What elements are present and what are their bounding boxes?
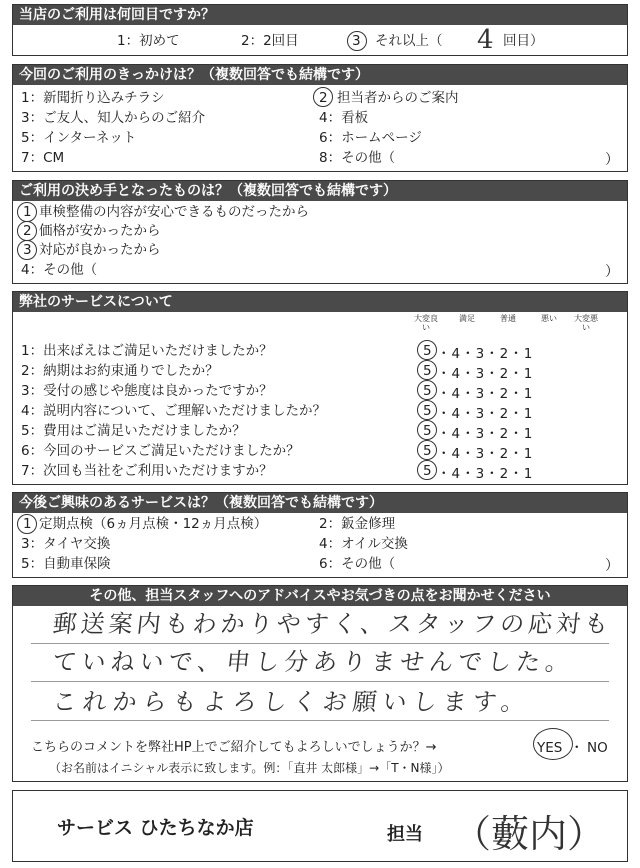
close-paren: ） <box>605 264 619 280</box>
store-name: サービス ひたちなか店 <box>57 817 254 839</box>
close-paren: ） <box>605 558 619 574</box>
rating-question: 7：次回も当社をご利用いただけますか？ <box>21 463 273 479</box>
rating-question: 3：受付の感じや態度は良かったですか？ <box>21 383 273 399</box>
decision-item: 4：その他（ <box>21 262 98 278</box>
trigger-item: 担当者からのご案内 <box>337 90 459 106</box>
interest-item: 6：その他（ <box>319 556 396 572</box>
section-service-rating <box>12 291 628 485</box>
handwritten-count: 4 <box>477 25 494 55</box>
interest-item: 5：自動車保険 <box>21 556 111 572</box>
decision-item: 価格が安かったから <box>39 223 161 239</box>
rating-scale: ・4・3・2・1 <box>437 466 534 482</box>
rating-value: 5 <box>423 463 432 479</box>
decision-item: 車検整備の内容が安心できるものだったから <box>39 204 309 220</box>
rating-question: 6：今回のサービスご満足いただけましたか？ <box>21 443 300 459</box>
option-third-num: 3 <box>352 33 361 49</box>
rating-value: 5 <box>423 383 432 399</box>
section-future-interest <box>12 492 628 578</box>
section-decision <box>12 180 628 284</box>
scale-label: 大変良い <box>414 314 438 332</box>
scale-label: 普通 <box>500 314 516 323</box>
decision-num: 2 <box>23 223 32 239</box>
interest-item: 定期点検（6ヵ月点検・12ヵ月点検） <box>39 516 268 532</box>
rating-scale: ・4・3・2・1 <box>437 366 534 382</box>
rating-question: 5：費用はご満足いただけましたか？ <box>21 423 246 439</box>
decision-item: 対応が良かったから <box>39 242 161 258</box>
rating-value: 5 <box>423 363 432 379</box>
handwritten-comment: これからもよろしくお願いします。 <box>51 688 533 716</box>
section-visit-count <box>12 4 628 56</box>
trigger-item: 3：ご友人、知人からのご紹介 <box>21 110 206 126</box>
close-paren: ） <box>605 152 619 168</box>
decision-num: 1 <box>23 204 32 220</box>
scale-label: 悪い <box>541 314 557 323</box>
consent-question: こちらのコメントを弊社HP上でご紹介してもよろしいでしょうか？→ <box>31 740 437 755</box>
rating-scale: ・4・3・2・1 <box>437 426 534 442</box>
scale-label: 大変悪い <box>574 314 598 332</box>
rating-scale: ・4・3・2・1 <box>437 346 534 362</box>
interest-item: 2：鈑金修理 <box>319 516 396 532</box>
rating-scale: ・4・3・2・1 <box>437 406 534 422</box>
consent-yes: YES <box>537 740 563 756</box>
handwritten-comment: ていねいで、申し分ありませんでした。 <box>51 648 576 676</box>
interest-item: 4：オイル交換 <box>319 536 408 552</box>
trigger-item: 8：その他（ <box>319 150 396 166</box>
rating-question: 1：出来ばえはご満足いただけましたか？ <box>21 343 273 359</box>
section-title: ご利用の決め手となったものは？（複数回答でも結構です） <box>13 181 627 201</box>
trigger-item-num: 2 <box>319 90 328 106</box>
rating-value: 5 <box>423 423 432 439</box>
section-title: 今後ご興味のあるサービスは？（複数回答でも結構です） <box>13 493 627 513</box>
consent-no: NO <box>587 740 608 756</box>
trigger-item: 1：新聞折り込みチラシ <box>21 90 165 106</box>
rating-value: 5 <box>423 443 432 459</box>
option-second: 2：2回目 <box>241 33 299 49</box>
interest-item: 3：タイヤ交換 <box>21 536 111 552</box>
option-first: 1：初めて <box>117 33 180 49</box>
staff-name: （藪内） <box>453 812 606 856</box>
ruled-line <box>31 720 609 721</box>
section-title: 今回のご利用のきっかけは？（複数回答でも結構です） <box>13 65 627 85</box>
rating-question: 4：説明内容について、ご理解いただけましたか？ <box>21 403 327 419</box>
section-trigger <box>12 64 628 172</box>
section-title: 当店のご利用は何回目ですか？ <box>13 5 627 25</box>
trigger-item: 5：インターネット <box>21 130 137 146</box>
trigger-item: 4：看板 <box>319 110 369 126</box>
section-comments <box>12 585 628 782</box>
trigger-item: 7：CM <box>21 150 65 166</box>
name-display-note: （お名前はイニシャル表示に致します。例：「直井 太郎様」→「T・N様」） <box>49 761 450 775</box>
section-title: その他、担当スタッフへのアドバイスやお気づきの点をお聞かせください <box>13 586 627 606</box>
trigger-item: 6：ホームページ <box>319 130 422 146</box>
rating-value: 5 <box>423 343 432 359</box>
handwritten-comment: 郵送案内もわかりやすく、スタッフの応対も <box>51 610 614 638</box>
section-title: 弊社のサービスについて <box>13 292 627 312</box>
rating-value: 5 <box>423 403 432 419</box>
scale-label: 満足 <box>459 314 475 323</box>
rating-scale: ・4・3・2・1 <box>437 386 534 402</box>
option-third: それ以上（ <box>375 33 443 49</box>
interest-num: 1 <box>23 516 32 532</box>
decision-num: 3 <box>23 242 32 258</box>
rating-question: 2：納期はお約束通りでしたか？ <box>21 363 219 379</box>
consent-sep: ・ <box>570 740 584 756</box>
staff-label: 担当 <box>387 824 423 845</box>
count-unit: 回目） <box>503 33 544 49</box>
rating-scale: ・4・3・2・1 <box>437 446 534 462</box>
footer-panel <box>12 790 628 862</box>
